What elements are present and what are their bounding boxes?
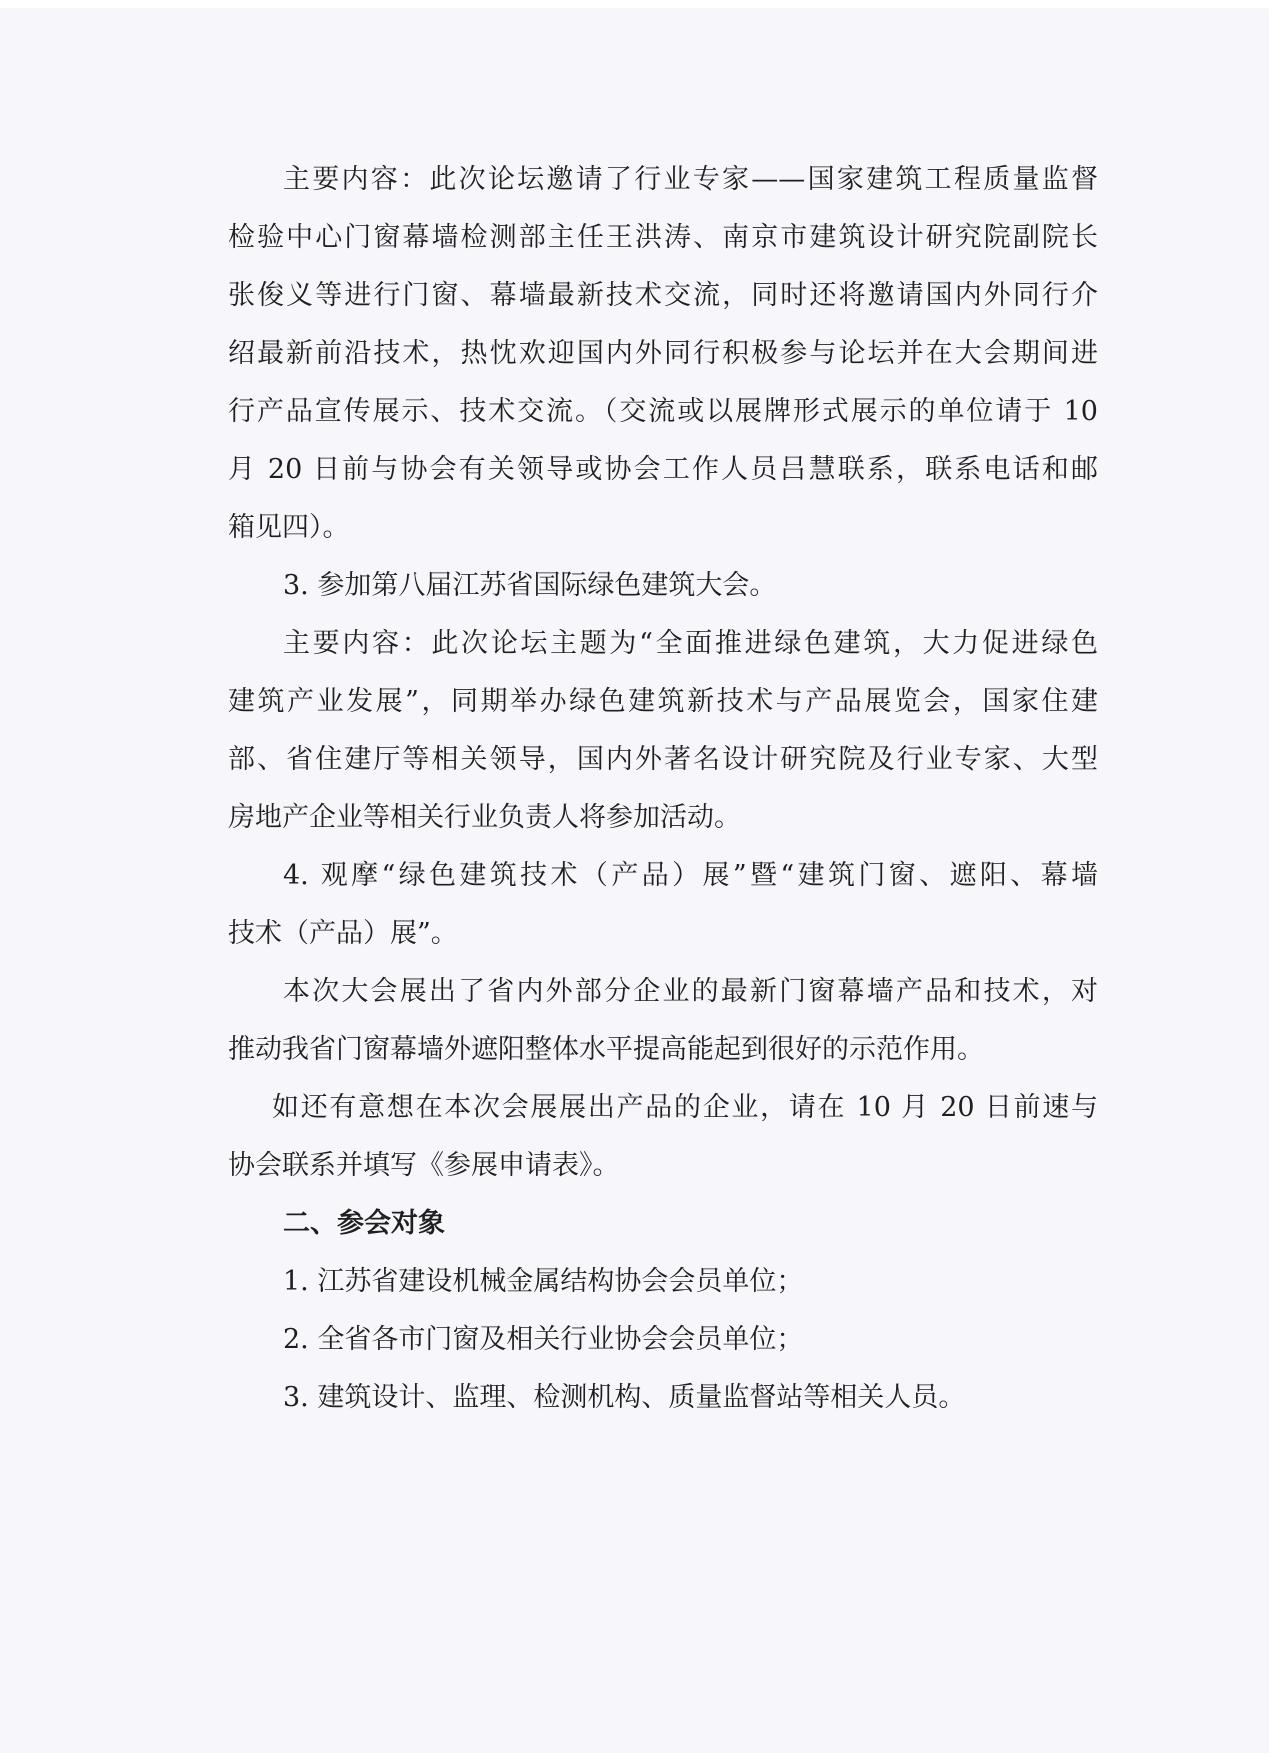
- text-line: 本次大会展出了省内外部分企业的最新门窗幕墙产品和技术，对: [283, 976, 1098, 1007]
- text-line: 绍最新前沿技术，热忱欢迎国内外同行积极参与论坛并在大会期间进: [228, 338, 1098, 369]
- text-line: 建筑产业发展”，同期举办绿色建筑新技术与产品展览会，国家住建: [228, 686, 1098, 717]
- list-item: 3. 建筑设计、监理、检测机构、质量监督站等相关人员。: [283, 1382, 966, 1413]
- text-line: 主要内容：此次论坛主题为“全面推进绿色建筑，大力促进绿色: [283, 628, 1098, 659]
- text-line: 如还有意想在本次会展展出产品的企业，请在 10 月 20 日前速与: [272, 1092, 1098, 1123]
- text-line: 张俊义等进行门窗、幕墙最新技术交流，同时还将邀请国内外同行介: [228, 280, 1098, 311]
- list-item: 4. 观摩“绿色建筑技术（产品）展”暨“建筑门窗、遮阳、幕墙: [283, 860, 1098, 891]
- text-line: 月 20 日前与协会有关领导或协会工作人员吕慧联系，联系电话和邮: [228, 454, 1098, 485]
- text-line: 主要内容：此次论坛邀请了行业专家——国家建筑工程质量监督: [283, 164, 1098, 195]
- text-line: 部、省住建厅等相关领导，国内外著名设计研究院及行业专家、大型: [228, 744, 1098, 775]
- scan-right-edge: [1269, 0, 1275, 1753]
- text-line: 技术（产品）展”。: [228, 918, 458, 949]
- text-line: 行产品宣传展示、技术交流。（交流或以展牌形式展示的单位请于 10: [228, 396, 1098, 427]
- text-line: 箱见四）。: [228, 512, 350, 543]
- scan-top-edge: [0, 0, 1275, 8]
- list-item: 2. 全省各市门窗及相关行业协会会员单位；: [283, 1324, 804, 1355]
- text-line: 协会联系并填写《参展申请表》。: [228, 1150, 620, 1181]
- text-line: 检验中心门窗幕墙检测部主任王洪涛、南京市建筑设计研究院副院长: [228, 222, 1098, 253]
- section-heading: 二、参会对象: [283, 1208, 445, 1239]
- list-item: 3. 参加第八届江苏省国际绿色建筑大会。: [283, 570, 777, 601]
- text-line: 推动我省门窗幕墙外遮阳整体水平提高能起到很好的示范作用。: [228, 1034, 984, 1065]
- text-line: 房地产企业等相关行业负责人将参加活动。: [228, 802, 741, 833]
- list-item: 1. 江苏省建设机械金属结构协会会员单位；: [283, 1266, 804, 1297]
